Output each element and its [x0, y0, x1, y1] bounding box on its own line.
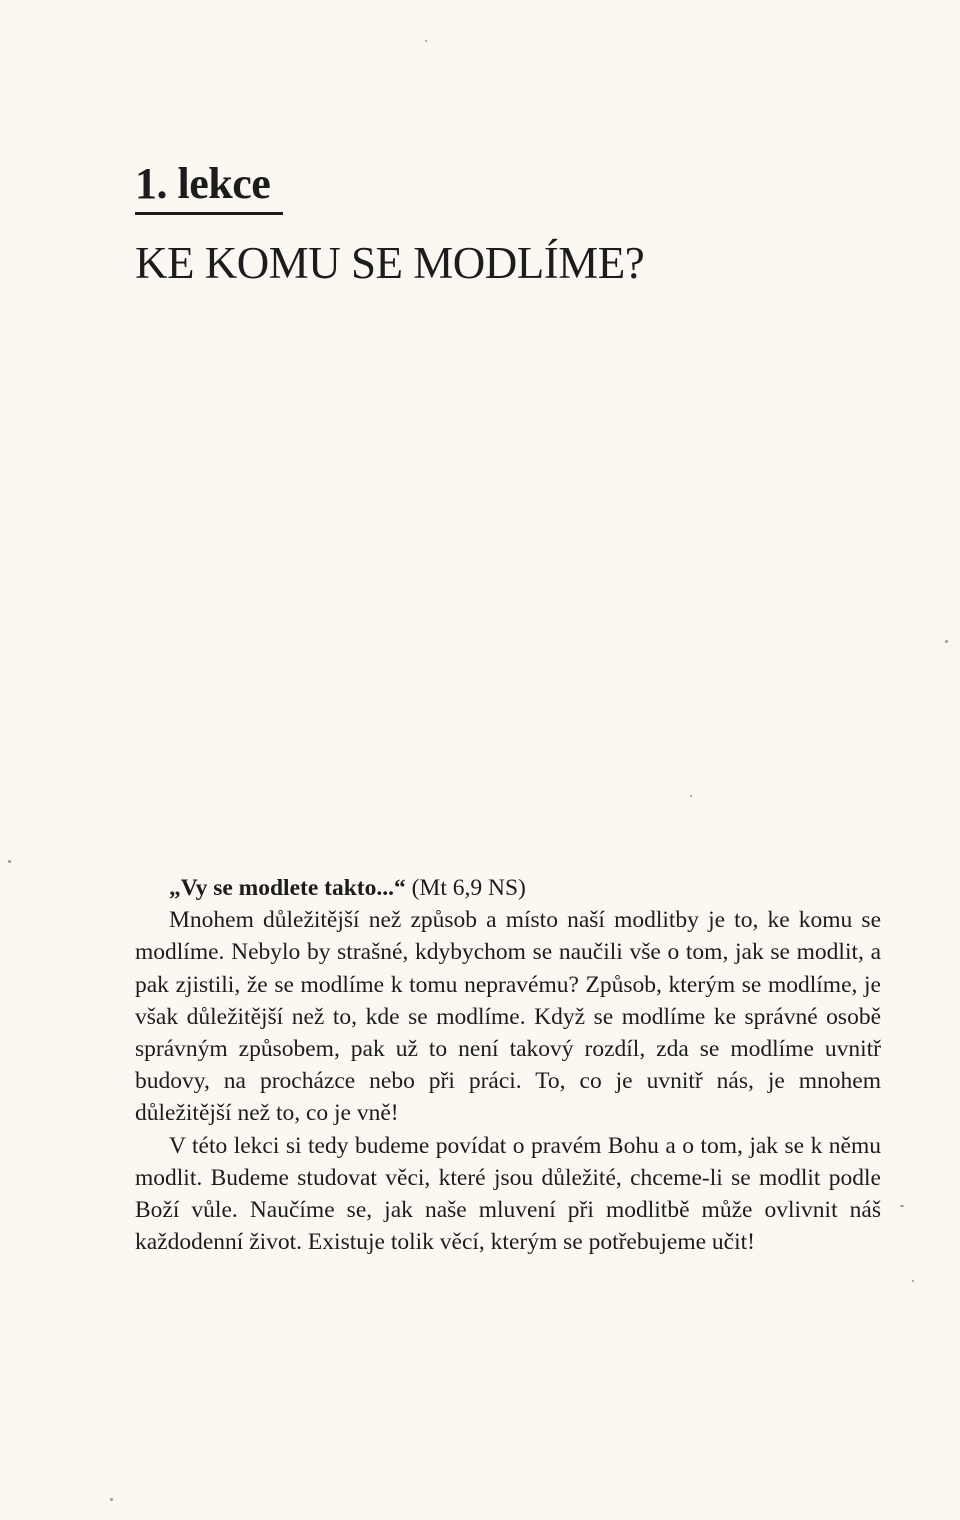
paper-speck: [8, 860, 11, 863]
paper-speck: [690, 795, 692, 797]
paper-speck: [425, 40, 427, 42]
epigraph-quote: „Vy se modlete takto...“: [169, 875, 406, 901]
paper-speck: [945, 640, 948, 643]
body-text: [135, 872, 881, 1258]
paper-speck: [110, 1498, 113, 1501]
paper-speck: [912, 1280, 914, 1282]
chapter-title: KE KOMU SE MODLÍME?: [135, 238, 645, 288]
epigraph-reference: (Mt 6,9 NS): [405, 875, 526, 901]
paragraph-1: Mnohem důležitější než způsob a místo naší modlitby je to, ke komu se modlíme. Nebylo by strašné, kdybychom se naučili vše o tom, jak se modlit, a pak zjistili, že se modlíme k tomu nepravému? Způsob, kterým se modlíme, je však důležitější než to, kde se modlíme. Když se modlíme ke správné osobě správným způsobem, pak už to není takový rozdíl, zda se modlíme uvnitř budovy, na procházce nebo při práci. To, co je uvnitř nás, je mnohem důležitější než to, co je vně!: [135, 907, 881, 1127]
lesson-number: 1. lekce: [135, 159, 271, 208]
epigraph: [135, 872, 881, 904]
paper-speck: [900, 1205, 904, 1207]
title-underline: [135, 212, 283, 215]
paragraph-2: V této lekci si tedy budeme povídat o pravém Bohu a o tom, jak se k němu modlit. Budeme studovat věci, které jsou důležité, chceme-li se modlit podle Boží vůle. Naučíme se, jak naše mluvení při modlitbě může ovlivnit náš každodenní život. Existuje tolik věcí, kterým se potřebujeme učit!: [135, 1132, 881, 1256]
